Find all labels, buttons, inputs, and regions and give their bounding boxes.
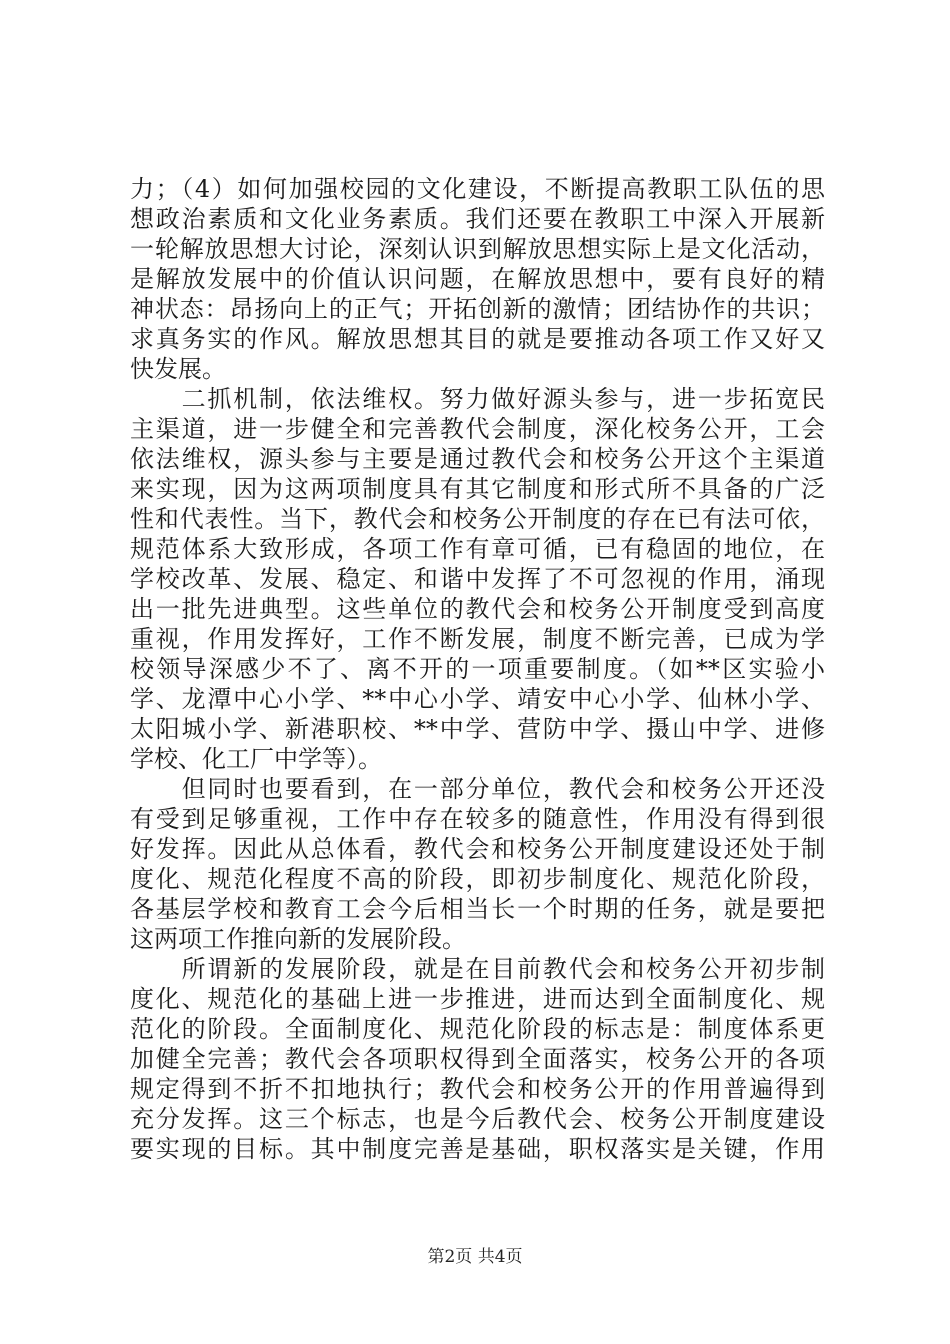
text-line: 一轮解放思想大讨论，深刻认识到解放思想实际上是文化活动， — [130, 235, 825, 263]
text-line: 有受到足够重视，工作中存在较多的随意性，作用没有得到很 — [130, 805, 825, 833]
text-line: 要实现的目标。其中制度完善是基础，职权落实是关键，作用 — [130, 1135, 825, 1163]
text-line: 学、龙潭中心小学、**中心小学、靖安中心小学、仙林小学、 — [130, 685, 825, 713]
text-line: 快发展。 — [130, 355, 226, 383]
document-body — [130, 174, 825, 1164]
text-line: 范化的阶段。全面制度化、规范化阶段的标志是：制度体系更 — [130, 1015, 825, 1043]
text-line: 加健全完善；教代会各项职权得到全面落实，校务公开的各项 — [130, 1045, 825, 1073]
text-line: 主渠道，进一步健全和完善教代会制度，深化校务公开，工会 — [130, 415, 825, 443]
text-line: 度化、规范化程度不高的阶段，即初步制度化、规范化阶段， — [130, 865, 825, 893]
text-line: 但同时也要看到，在一部分单位，教代会和校务公开还没 — [130, 775, 825, 803]
text-line: 好发挥。因此从总体看，教代会和校务公开制度建设还处于制 — [130, 835, 825, 863]
text-line: 重视，作用发挥好，工作不断发展，制度不断完善，已成为学 — [130, 625, 825, 653]
text-line: 是解放发展中的价值认识问题，在解放思想中，要有良好的精 — [130, 265, 825, 293]
text-line: 这两项工作推向新的发展阶段。 — [130, 925, 466, 953]
text-line: 规范体系大致形成，各项工作有章可循，已有稳固的地位，在 — [130, 535, 825, 563]
text-line: 规定得到不折不扣地执行；教代会和校务公开的作用普遍得到 — [130, 1075, 825, 1103]
text-line: 各基层学校和教育工会今后相当长一个时期的任务，就是要把 — [130, 895, 825, 923]
text-line: 充分发挥。这三个标志，也是今后教代会、校务公开制度建设 — [130, 1105, 825, 1133]
text-line: 来实现，因为这两项制度具有其它制度和形式所不具备的广泛 — [130, 475, 825, 503]
text-line: 出一批先进典型。这些单位的教代会和校务公开制度受到高度 — [130, 595, 825, 623]
text-line: 神状态：昂扬向上的正气；开拓创新的激情；团结协作的共识； — [130, 295, 825, 323]
text-line: 所谓新的发展阶段，就是在目前教代会和校务公开初步制 — [130, 955, 825, 983]
text-line: 太阳城小学、新港职校、**中学、营防中学、摄山中学、进修 — [130, 715, 825, 743]
text-line: 性和代表性。当下，教代会和校务公开制度的存在已有法可依， — [130, 505, 825, 533]
text-line: 学校、化工厂中学等）。 — [130, 745, 382, 773]
text-line: 力；（4）如何加强校园的文化建设，不断提高教职工队伍的思 — [130, 175, 825, 203]
text-line: 依法维权，源头参与主要是通过教代会和校务公开这个主渠道 — [130, 445, 825, 473]
page-footer: 第2页 共4页 — [427, 1247, 523, 1267]
text-line: 校领导深感少不了、离不开的一项重要制度。（如**区实验小 — [130, 655, 825, 683]
text-line: 学校改革、发展、稳定、和谐中发挥了不可忽视的作用，涌现 — [130, 565, 825, 593]
text-line: 想政治素质和文化业务素质。我们还要在教职工中深入开展新 — [130, 205, 825, 233]
text-line: 求真务实的作风。解放思想其目的就是要推动各项工作又好又 — [130, 325, 825, 353]
text-line: 二抓机制，依法维权。努力做好源头参与，进一步拓宽民 — [130, 385, 825, 413]
text-line: 度化、规范化的基础上进一步推进，进而达到全面制度化、规 — [130, 985, 825, 1013]
